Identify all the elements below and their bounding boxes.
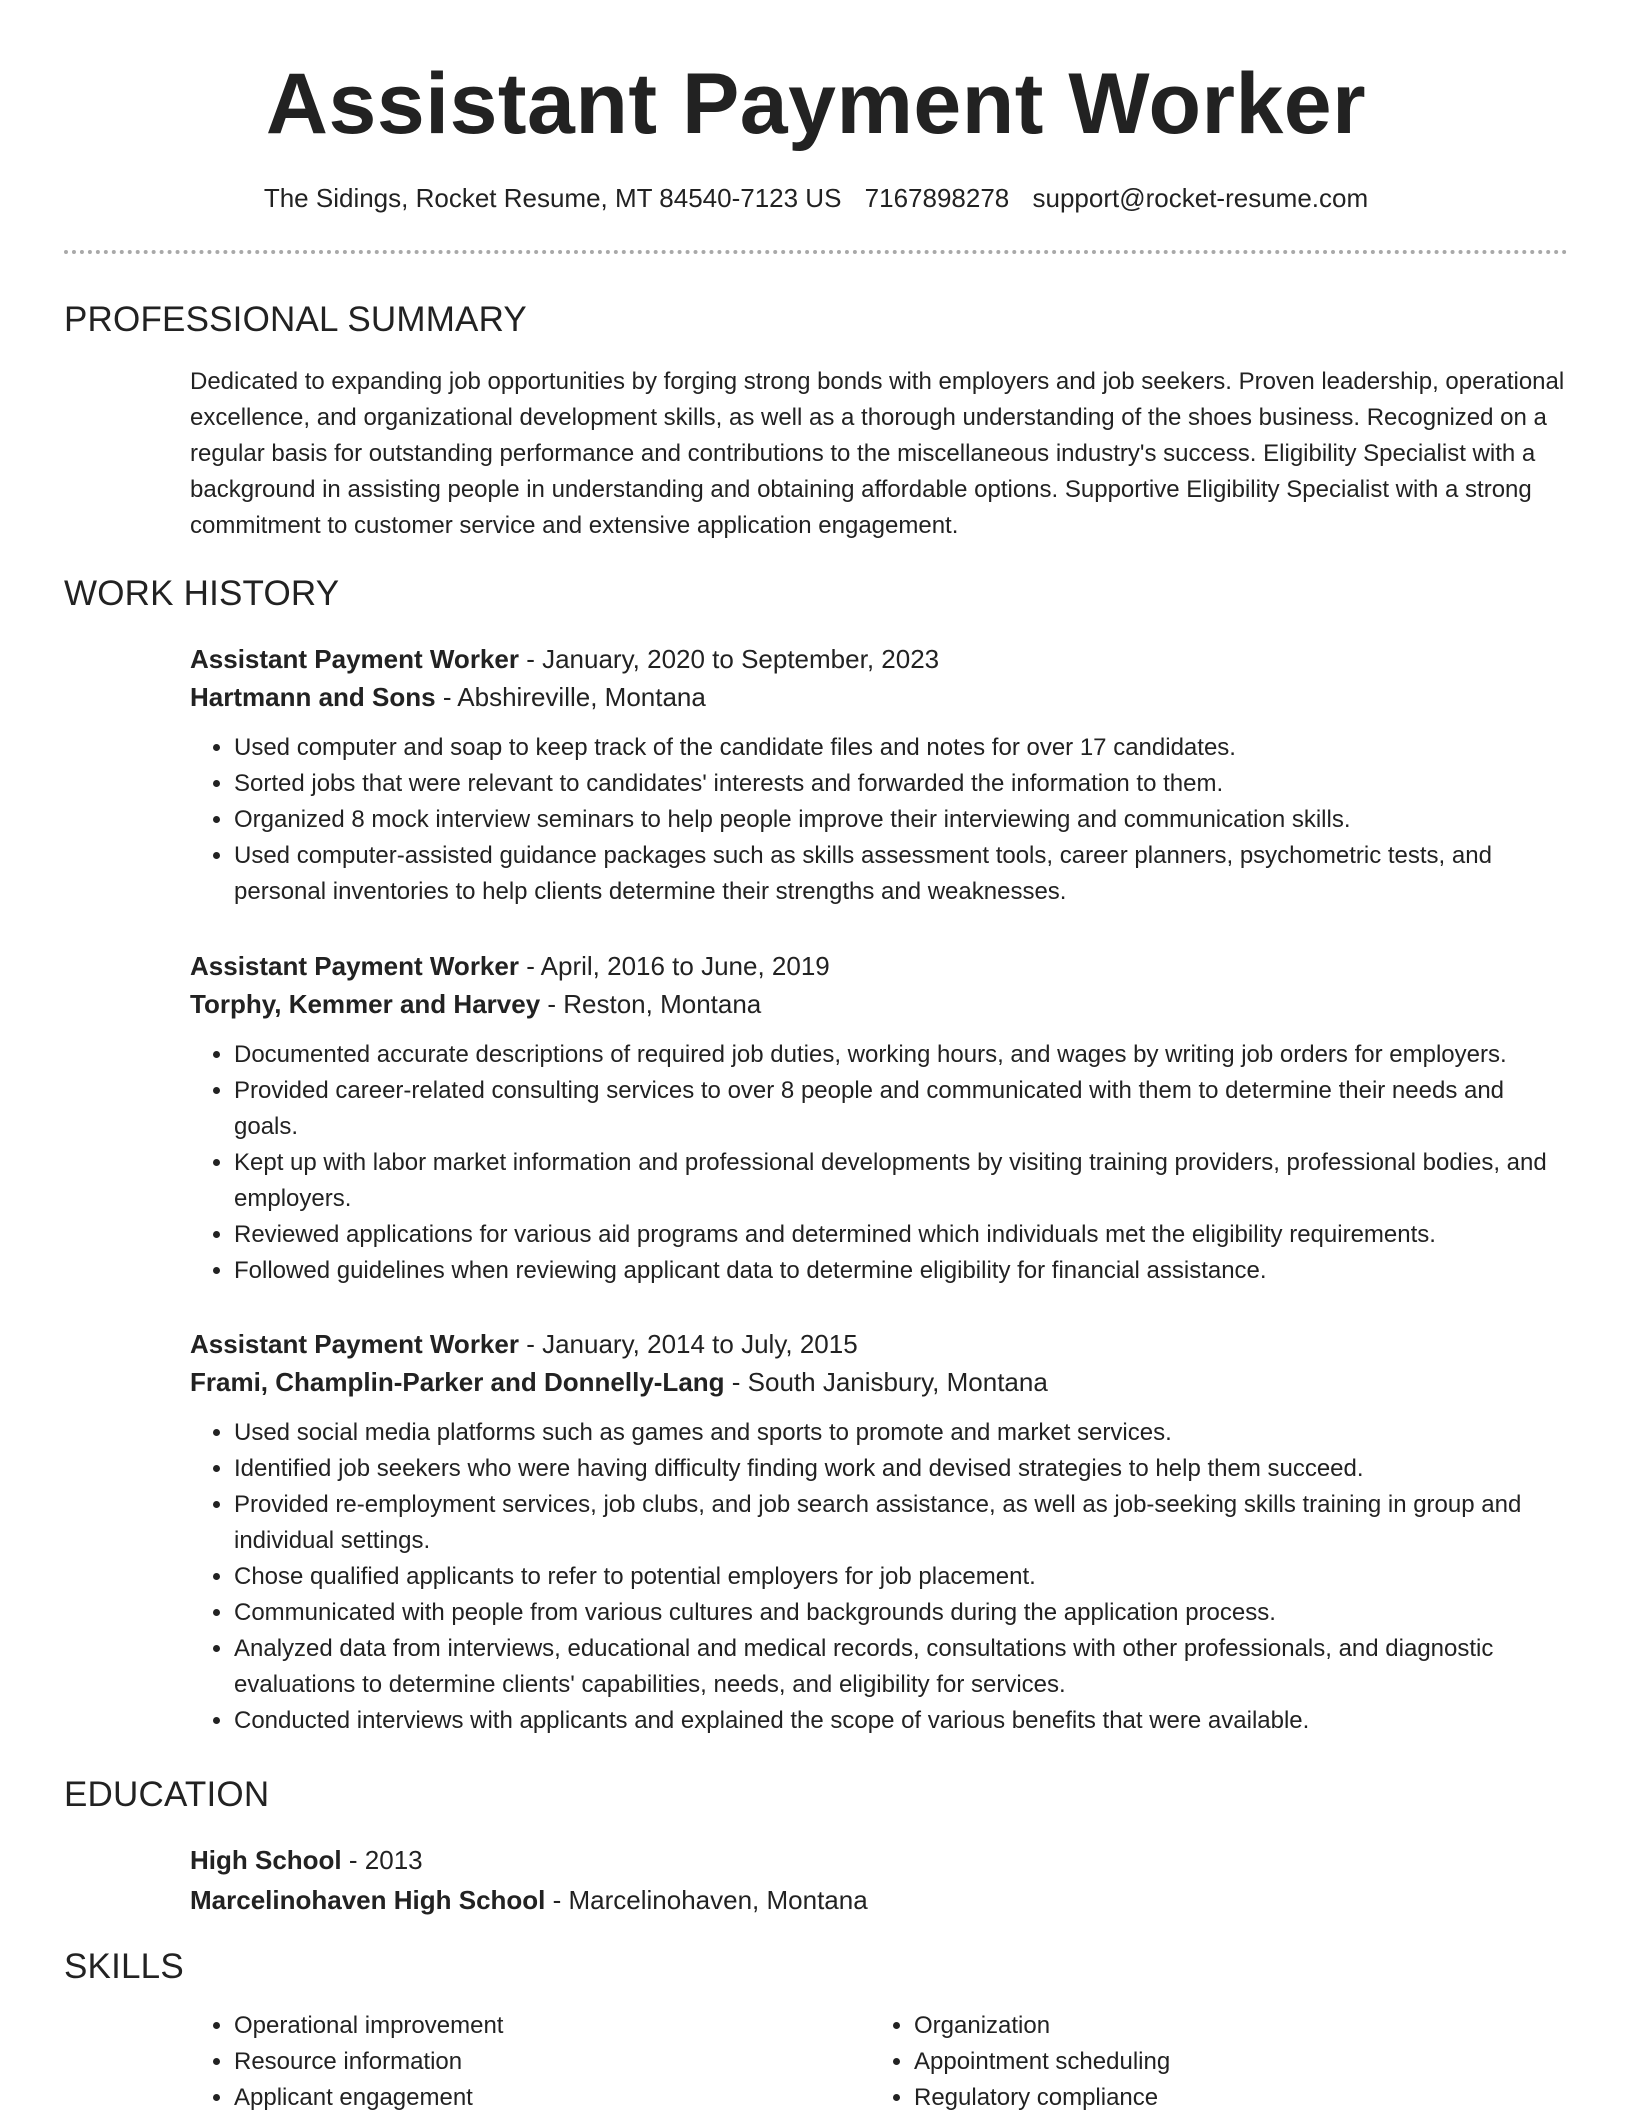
job-dates: - April, 2016 to June, 2019 [518, 951, 830, 981]
job-location: - Reston, Montana [540, 989, 762, 1019]
job-bullet: • Reviewed applications for various aid programs and determined which individuals met the eligibility requirements. [234, 1217, 1570, 1253]
job-bullets [190, 730, 1570, 910]
education-year: - 2013 [341, 1845, 423, 1875]
job-bullet: • Used computer and soap to keep track of the candidate files and notes for over 17 candidates. [234, 730, 1570, 766]
job-company: Hartmann and Sons [190, 682, 436, 712]
job-bullet: • Provided career-related consulting services to over 8 people and communicated with them to determine their needs and goals. [234, 1073, 1570, 1145]
job-title: Assistant Payment Worker [190, 1329, 519, 1359]
job-bullets [190, 1037, 1570, 1289]
job-company-line [190, 1363, 1570, 1401]
job-title-line [190, 1325, 1570, 1363]
contact-info [0, 182, 1632, 214]
skill-item: • Regulatory compliance [914, 2080, 1550, 2112]
job-bullet: • Provided re-employment services, job clubs, and job search assistance, as well as job-seeking skills training in group and individual settings. [234, 1487, 1570, 1559]
education-degree-line [190, 1840, 1570, 1880]
skill-item: • Resource information [234, 2044, 870, 2080]
education-degree: High School [190, 1845, 342, 1875]
job-bullet: • Communicated with people from various cultures and backgrounds during the application process. [234, 1595, 1570, 1631]
job-bullet: • Followed guidelines when reviewing applicant data to determine eligibility for financial assistance. [234, 1253, 1570, 1289]
job-bullet: • Organized 8 mock interview seminars to help people improve their interviewing and communication skills. [234, 802, 1570, 838]
contact-email: support@rocket-resume.com [1032, 183, 1369, 213]
section-title-skills: SKILLS [64, 1947, 184, 1986]
job-title-line [190, 640, 1570, 678]
education-school: Marcelinohaven High School [190, 1885, 546, 1915]
job-title: Assistant Payment Worker [190, 644, 519, 674]
skills-column-right [870, 2008, 1550, 2112]
contact-address: The Sidings, Rocket Resume, MT 84540-7123 US [263, 183, 842, 213]
skills-list [190, 2008, 1570, 2112]
skill-item: • Applicant engagement [234, 2080, 870, 2112]
job-bullet: • Chose qualified applicants to refer to potential employers for job placement. [234, 1559, 1570, 1595]
job-bullet: • Sorted jobs that were relevant to candidates' interests and forwarded the information to them. [234, 766, 1570, 802]
skill-item: • Operational improvement [234, 2008, 870, 2044]
contact-phone: 7167898278 [864, 183, 1010, 213]
job-company-line [190, 678, 1570, 716]
summary-text: Dedicated to expanding job opportunities by forging strong bonds with employers and job seekers. Proven leadership, operational excellence, and organizational development skills, as well as a thorough understanding of the shoes business. Recognized on a regular basis for outstanding performance and contributions to the miscellaneous industry's success. Eligibility Specialist with a background in assisting people in understanding and obtaining affordable options. Supportive Eligibility Specialist with a strong commitment to customer service and extensive application engagement. [190, 368, 1565, 539]
job-location: - South Janisbury, Montana [724, 1367, 1048, 1397]
skill-item: • Organization [914, 2008, 1550, 2044]
job-entry [190, 1325, 1570, 1739]
job-location: - Abshireville, Montana [435, 682, 706, 712]
job-bullet: • Used computer-assisted guidance packages such as skills assessment tools, career planners, psychometric tests, and personal inventories to help clients determine their strengths and weaknesses. [234, 838, 1570, 910]
section-title-education: EDUCATION [64, 1775, 270, 1814]
job-bullet: • Kept up with labor market information and professional developments by visiting training providers, professional bodies, and employers. [234, 1145, 1570, 1217]
job-dates: - January, 2020 to September, 2023 [518, 644, 940, 674]
job-bullets [190, 1415, 1570, 1739]
skill-item: • Appointment scheduling [914, 2044, 1550, 2080]
job-company: Frami, Champlin-Parker and Donnelly-Lang [190, 1367, 725, 1397]
job-title: Assistant Payment Worker [190, 951, 519, 981]
resume-name: Assistant Payment Worker [265, 56, 1367, 152]
job-bullet: • Used social media platforms such as games and sports to promote and market services. [234, 1415, 1570, 1451]
header-divider [64, 250, 1568, 254]
education-location: - Marcelinohaven, Montana [545, 1885, 868, 1915]
job-bullet: • Documented accurate descriptions of required job duties, working hours, and wages by writing job orders for employers. [234, 1037, 1570, 1073]
job-dates: - January, 2014 to July, 2015 [518, 1329, 858, 1359]
job-title-line [190, 947, 1570, 985]
section-title-work: WORK HISTORY [64, 574, 340, 613]
job-company-line [190, 985, 1570, 1023]
job-company: Torphy, Kemmer and Harvey [190, 989, 541, 1019]
section-title-summary: PROFESSIONAL SUMMARY [64, 300, 527, 339]
job-bullet: • Conducted interviews with applicants and explained the scope of various benefits that were available. [234, 1703, 1570, 1739]
job-bullet: • Identified job seekers who were having difficulty finding work and devised strategies to help them succeed. [234, 1451, 1570, 1487]
education-school-line [190, 1880, 1570, 1920]
education-entry [190, 1840, 1570, 1920]
job-entry [190, 947, 1570, 1289]
job-entry [190, 640, 1570, 910]
job-bullet: • Analyzed data from interviews, educational and medical records, consultations with other professionals, and diagnostic evaluations to determine clients' capabilities, needs, and eligibility for services. [234, 1631, 1570, 1703]
skills-column-left [190, 2008, 870, 2112]
